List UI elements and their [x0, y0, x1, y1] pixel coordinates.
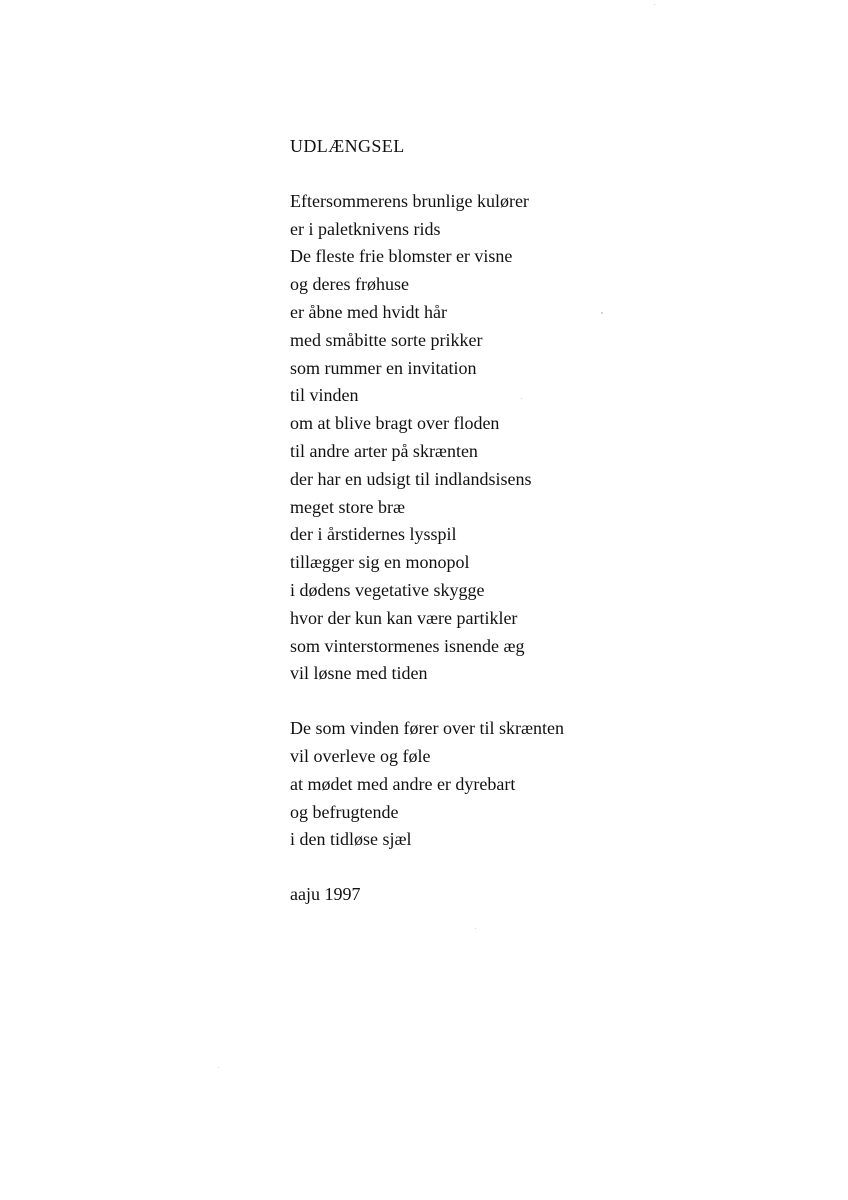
poem [290, 133, 810, 909]
poem-line: som rummer en invitation [290, 357, 477, 378]
scan-speck [218, 1067, 219, 1068]
poem-line: der i årstidernes lysspil [290, 524, 457, 545]
poem-line: at mødet med andre er dyrebart [290, 773, 516, 794]
poem-line: til andre arter på skrænten [290, 440, 478, 461]
scan-speck [601, 312, 603, 314]
poem-line: De fleste frie blomster er visne [290, 246, 513, 267]
poem-line: med småbitte sorte prikker [290, 329, 483, 350]
poem-line: hvor der kun kan være partikler [290, 607, 518, 628]
poem-line: er i paletknivens rids [290, 218, 441, 239]
stanza-1 [290, 188, 810, 688]
scan-speck [475, 928, 476, 929]
poem-line: i dødens vegetative skygge [290, 579, 485, 600]
poem-line: vil løsne med tiden [290, 663, 428, 684]
poem-line: og befrugtende [290, 801, 399, 822]
stanza-2 [290, 715, 810, 854]
scan-speck [654, 4, 655, 5]
poem-line: meget store bræ [290, 496, 405, 517]
poem-line: er åbne med hvidt hår [290, 301, 447, 322]
poem-title: UDLÆNGSEL [290, 136, 405, 156]
poem-line: til vinden [290, 385, 359, 406]
poem-line: og deres frøhuse [290, 274, 409, 295]
poem-line: der har en udsigt til indlandsisens [290, 468, 532, 489]
poem-line: Eftersommerens brunlige kulører [290, 190, 529, 211]
scan-speck [521, 398, 522, 399]
signature: aaju 1997 [290, 884, 361, 905]
poem-line: tillægger sig en monopol [290, 552, 470, 573]
poem-line: i den tidløse sjæl [290, 829, 412, 850]
poem-line: som vinterstormenes isnende æg [290, 635, 525, 656]
poem-line: De som vinden fører over til skrænten [290, 718, 564, 739]
poem-line: vil overleve og føle [290, 745, 431, 766]
poem-line: om at blive bragt over floden [290, 413, 500, 434]
